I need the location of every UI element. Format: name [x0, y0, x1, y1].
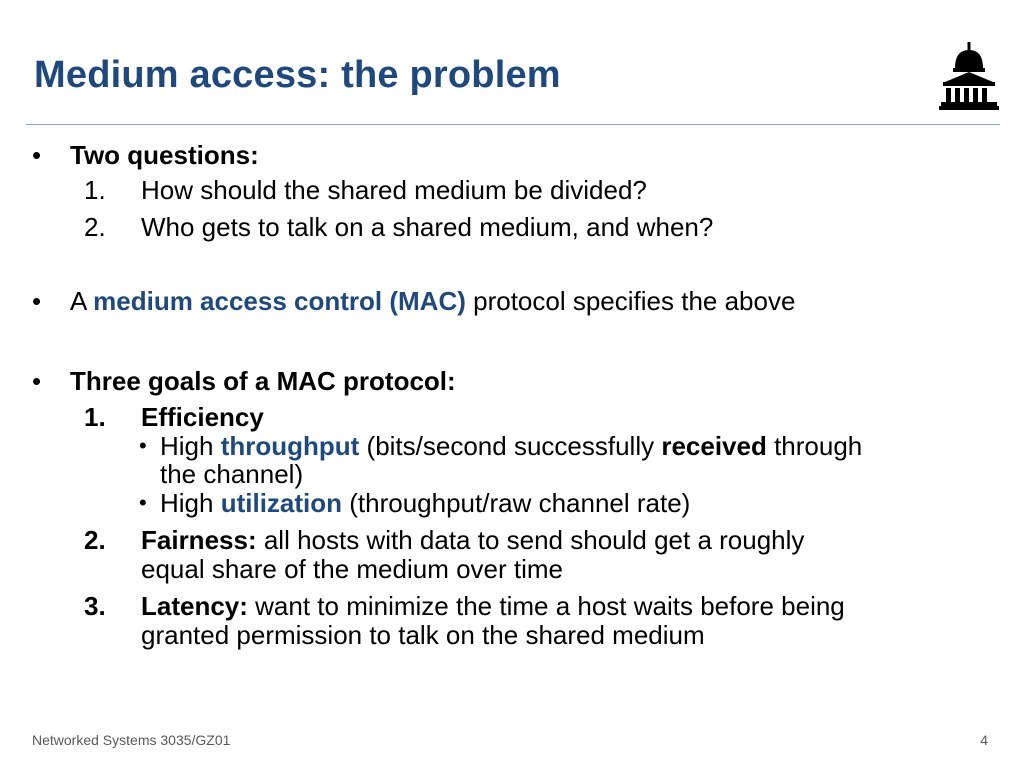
bullet-dot: •	[32, 140, 42, 170]
question-1-number: 1.	[84, 175, 106, 205]
footer-course: Networked Systems 3035/GZ01	[32, 732, 231, 748]
bullet-dot: •	[32, 366, 42, 396]
goal-3-line-cont: granted permission to talk on the shared medium	[141, 620, 705, 650]
mac-definition-pre: A	[70, 286, 94, 316]
utilization-term: utilization	[220, 488, 343, 518]
throughput-line	[160, 431, 862, 461]
question-2-number: 2.	[84, 212, 106, 242]
utilization-pre: High	[160, 488, 221, 518]
bullet-dot: •	[32, 286, 42, 316]
mac-definition	[70, 286, 795, 316]
slide-title: Medium access: the problem	[34, 54, 561, 96]
mac-definition-post: protocol specifies the above	[465, 286, 796, 316]
throughput-term: throughput	[220, 431, 360, 461]
utilization-post: (throughput/raw channel rate)	[342, 488, 691, 518]
throughput-line-cont: the channel)	[160, 459, 304, 489]
goal-1-number: 1.	[84, 402, 106, 432]
goal-2-text: all hosts with data to send should get a roughly	[256, 525, 805, 555]
question-2-text: Who gets to talk on a shared medium, and when?	[141, 212, 714, 242]
sub-bullet-dot: •	[139, 433, 147, 458]
goal-2-number: 2.	[84, 525, 106, 555]
goal-2-title: Fairness:	[141, 525, 257, 555]
mac-term: medium access control (MAC)	[93, 286, 466, 316]
goal-3-line	[141, 591, 845, 621]
goal-3-number: 3.	[84, 591, 106, 621]
goal-3-title: Latency:	[141, 591, 248, 621]
throughput-mid: (bits/second successfully	[359, 431, 662, 461]
received-term: received	[661, 431, 767, 461]
page-number: 4	[980, 732, 988, 748]
goal-3-text: want to minimize the time a host waits before being	[247, 591, 845, 621]
utilization-line	[160, 488, 690, 518]
question-1-text: How should the shared medium be divided?	[141, 175, 647, 205]
throughput-pre: High	[160, 431, 221, 461]
goal-1-title: Efficiency	[141, 402, 264, 432]
building-dome-icon	[939, 42, 999, 110]
questions-heading: Two questions:	[70, 140, 259, 170]
sub-bullet-dot: •	[139, 490, 147, 515]
throughput-post: through	[766, 431, 863, 461]
goal-2-line-cont: equal share of the medium over time	[141, 554, 563, 584]
goal-2-line	[141, 525, 804, 555]
title-divider	[26, 124, 1000, 125]
goals-heading: Three goals of a MAC protocol:	[70, 366, 456, 396]
